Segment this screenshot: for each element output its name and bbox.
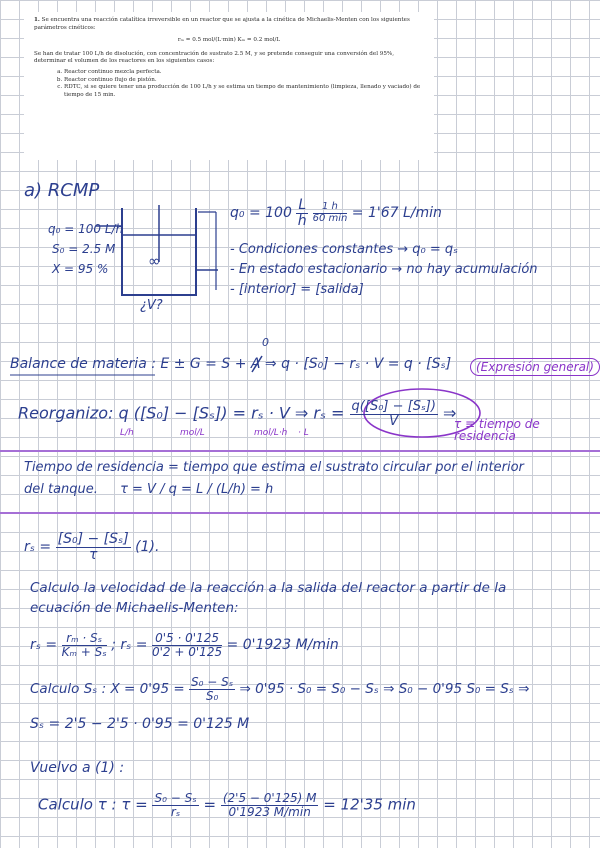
rearrange-frac-num: q([S₀] − [Sₛ]) xyxy=(351,399,436,414)
unit-flow: L/h xyxy=(120,428,134,438)
tau-frac-1 xyxy=(152,792,198,818)
general-expression-note: (Expresión general) xyxy=(470,358,600,376)
stirrer-symbol: ∞ xyxy=(148,252,161,270)
given-flow: q₀ = 100 L/h xyxy=(48,222,124,236)
flow-rhs: = 1'67 L/min xyxy=(351,205,442,222)
tau-calculation xyxy=(38,792,416,818)
mass-balance: Balance de materia : E ± G = S + A ⇒ q · [S₀] − rₛ · V = q · [Sₛ] xyxy=(10,356,452,372)
tau-frac-2-den: 0'1923 M/min xyxy=(228,804,311,819)
given-conversion: X = 95 % xyxy=(52,262,109,276)
rs-eq-lhs: rₛ = xyxy=(24,539,52,556)
zero-mark: 0 xyxy=(262,336,269,349)
condition-interior-exit: - [interior] = [salida] xyxy=(230,282,364,297)
mm-intro-2: ecuación de Michaelis-Menten: xyxy=(30,600,239,616)
rs-eq-num: [S₀] − [Sₛ] xyxy=(57,531,129,547)
tau-eq: = xyxy=(203,795,217,814)
problem-params: rₘ = 0.5 mol/(L·min) Kₘ = 0.2 mol/L xyxy=(177,37,281,44)
flow-conversion xyxy=(230,198,442,228)
ss-frac xyxy=(189,676,235,702)
rearrange-text: Reorganizo: q ([S₀] − [Sₛ]) = rₛ · V ⇒ rₛ = xyxy=(18,403,345,423)
tau-frac-2-num: (2'5 − 0'125) M xyxy=(222,791,317,805)
flow-frac-2-num: 1 h xyxy=(313,202,348,214)
ss-calc-lhs: Calculo Sₛ : X = 0'95 = xyxy=(30,681,185,698)
residence-definition-1: Tiempo de residencia = tiempo que estima el sustrato circular por el interior xyxy=(24,460,524,475)
condition-constant: - Condiciones constantes → q₀ = qₛ xyxy=(230,242,458,257)
rs-eq-den: τ xyxy=(88,546,98,563)
ss-calculation xyxy=(30,676,529,702)
mm-sub-lhs: rₛ = xyxy=(120,637,148,654)
mm-intro-1: Calculo la velocidad de la reacción a la salida del reactor a partir de la xyxy=(30,580,507,596)
tau-calc-lhs: Calculo τ : τ = xyxy=(38,795,148,814)
residence-formula: τ = V / q = L / (L/h) = h xyxy=(120,482,274,497)
flow-frac-1-den: h xyxy=(297,212,307,229)
ss-frac-num: S₀ − Sₛ xyxy=(191,675,234,689)
problem-item: c. RDTC, si se quiere tener una producción de 100 L/h y se estima un tiempo de mantenimiento (limpieza, llenado y vaciado) de tiempo de 15 min. xyxy=(64,84,424,99)
residence-definition-2 xyxy=(24,482,273,497)
tau-definition-note: τ ≡ tiempo de residencia xyxy=(454,417,540,443)
tau-frac-1-num: S₀ − Sₛ xyxy=(154,791,197,805)
tau-frac-1-den: rₛ xyxy=(170,804,181,819)
mm-sub-frac xyxy=(152,632,222,658)
rearrange-frac xyxy=(350,400,438,428)
unit-volume: · L xyxy=(298,428,309,438)
purple-divider-bottom xyxy=(0,512,600,514)
ss-steps: ⇒ 0'95 · S₀ = S₀ − Sₛ ⇒ S₀ − 0'95 S₀ = Sₛ ⇒ xyxy=(239,681,530,698)
mm-sub-num: 0'5 · 0'125 xyxy=(152,632,222,646)
mm-frac xyxy=(62,632,107,658)
given-concentration: S₀ = 2.5 M xyxy=(52,242,116,256)
volume-label: ¿V? xyxy=(140,298,163,313)
mm-equation xyxy=(30,632,339,658)
rs-eq-frac xyxy=(56,532,131,562)
flow-lhs: q₀ = 100 xyxy=(230,205,292,222)
rs-eq-tag: (1). xyxy=(135,539,160,556)
mm-result: = 0'1923 M/min xyxy=(226,637,339,654)
purple-divider-top xyxy=(0,450,600,452)
unit-concentration: mol/L xyxy=(180,428,205,438)
tau-result: = 12'35 min xyxy=(323,795,416,814)
mm-num: rₘ · Sₛ xyxy=(62,632,107,646)
flow-frac-2-den: 60 min xyxy=(312,212,348,224)
flow-frac-1-num: L xyxy=(298,197,307,213)
flow-frac-1 xyxy=(296,198,308,228)
rearrange xyxy=(18,400,456,428)
mm-sub-den: 0'2 + 0'125 xyxy=(152,644,223,659)
unit-rate: mol/L·h xyxy=(254,428,288,438)
rs-equation xyxy=(24,532,159,562)
problem-statement-text: Se han de tratar 100 L/h de disolución, con concentración de sustrato 2.5 M, y se pretende conseguir una conversión del 95%, determinar el volumen de los reactores en los siguientes casos: xyxy=(34,50,394,65)
mm-sep: ; xyxy=(111,637,116,654)
flow-frac-2 xyxy=(313,202,348,224)
ss-frac-den: S₀ xyxy=(205,688,219,703)
residence-definition-2-text: del tanque. xyxy=(24,482,98,497)
ss-result: Sₛ = 2'5 − 2'5 · 0'95 = 0'125 M xyxy=(30,716,250,732)
rearrange-arrow: ⇒ xyxy=(443,403,457,423)
problem-number: 1. xyxy=(34,17,40,23)
mm-lhs: rₛ = xyxy=(30,637,58,654)
part-a-label: a) RCMP xyxy=(24,180,100,201)
problem-intro-text: Se encuentra una reacción catalítica irreversible en un reactor que se ajusta a la cinética de Michaelis-Menten con los siguientes parámetros cinéticos: xyxy=(34,17,410,31)
back-to-equation-1: Vuelvo a (1) : xyxy=(30,760,125,776)
problem-item: b. Reactor continuo flujo de pistón. xyxy=(64,77,424,85)
tau-frac-2 xyxy=(221,792,319,818)
rearrange-frac-den: V xyxy=(389,413,399,429)
mm-den: Kₘ + Sₛ xyxy=(61,644,107,659)
problem-item: a. Reactor continuo mezcla perfecta. xyxy=(64,69,424,77)
condition-steady-state: - En estado estacionario → no hay acumulación xyxy=(230,262,538,277)
